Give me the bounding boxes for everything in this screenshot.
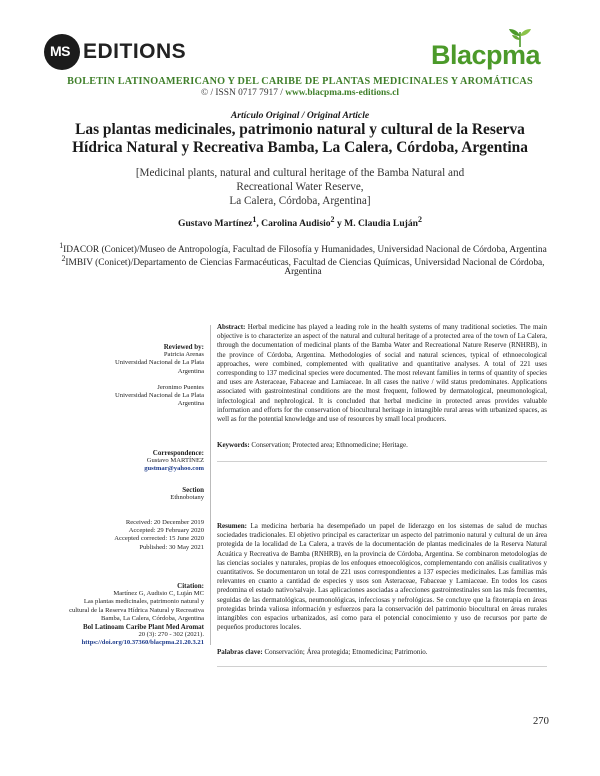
reviewer-name: Patricia Arenas [163, 351, 204, 359]
palabras-clave-line [217, 648, 547, 657]
palabras-clave-text: Conservación; Área protegida; Etnomedicina; Patrimonio. [264, 648, 428, 656]
affiliation-text: IDACOR (Conicet)/Museo de Antropología, Facultad de Filosofía y Humanidades, Universidad Nacional de Córdoba, Argentina [63, 245, 547, 256]
subtitle-line-1: [Medicinal plants, natural and cultural heritage of the Bamba Natural and Recreational Water Reserve, [135, 167, 465, 193]
correspondence-label: Correspondence: [152, 449, 204, 457]
published-date: Published: 30 May 2021 [139, 543, 204, 551]
citation-label: Citation: [177, 582, 204, 590]
keywords-line [217, 441, 547, 450]
accepted-date: Accepted: 29 February 2020 [128, 527, 204, 535]
reviewer-country: Argentina [177, 367, 204, 375]
dates-block [22, 519, 204, 552]
resumen-divider [217, 666, 547, 667]
resumen-text: La medicina herbaria ha desempeñado un papel de liderazgo en los sistemas de salud de muchas sociedades tradicionales. El objetivo principal es caracterizar un aspecto del patrimonio natural y cultural de un área protegida de la localidad de La Calera, a través de la documentación de plantas medicinales de la Reserva Natural Acuática y Recreativa de Bamba (RNHRB), en la provincia de Córdoba, Argentina. Se combinaron metodologías de las ciencias sociales y naturales, propias de los enfoques etnoecológicos, complementando con análisis cualitativos y cuantitativos. Se documentaron un total de 221 usos correspondientes a 137 especies medicinales. Las familias más relevantes en cuanto a cantidad de especies y usos son Asteraceae, Fabaceae y Lamiaceae. En todos los casos predomina el estado nativo/salvaje. Las aplicaciones asociadas a afecciones gastrointestinales son las más frecuentes, seguidas de las dermatológicas, neumonológicas, infecciosas y nefrológicas. Se concluye que la fitoterapia en áreas protegidas brinda valiosa información y esfuerzos para la conservación del patrimonio biocultural en áreas rurales intangibles con espacios urbanizados, así como para el potencial conocimiento y uso de recursos por parte de pequeños productores locales. [217, 522, 547, 632]
authors-line [0, 215, 600, 229]
accepted-corrected-date: Accepted corrected: 15 June 2020 [114, 535, 204, 543]
citation-line: cultural de la Reserva Hídrica Natural y Recreativa [69, 606, 204, 614]
affiliation-sup: 1 [59, 241, 64, 250]
article-type: Artículo Original / Original Article [230, 110, 370, 121]
abstract-divider [217, 461, 547, 462]
abstract-text: Herbal medicine has played a leading role in the health systems of many traditional societies. The main objective is to characterize an aspect of the natural and cultural heritage of a protected area of the town of La Calera, through the documentation of medicinal plants of the Bamba Water and Recreational Nature Reserve (RNHRB), in the province of Córdoba, Argentina. Methodologies of social and natural sciences, typical of ethnoecological approaches, were combined, complemented with qualitative and quantitative analyses. A total of 221 uses corresponding to 137 medicinal species were documented. The most relevant families in terms of quantity of species and uses are Asteraceae, Fabaceae and Lamiaceae. In all cases the native / wild status predominates. Applications associated with gastrointestinal conditions are the most frequent, followed by dermatological, pneumonological, infectological and nephrological. It is concluded that herbal medicine in protected areas provides valuable information and efforts for the conservation of biocultural heritage in intangible rural areas with urbanized spaces, as well as for the potential knowledge and use of resources by small local producers. [217, 323, 548, 424]
citation-line: Martínez G, Audisio C, Luján MC [113, 590, 204, 598]
keywords-label: Keywords: [217, 441, 250, 449]
citation-block [22, 582, 204, 648]
reviewers-block [22, 343, 204, 408]
resumen-paragraph [217, 522, 547, 632]
keywords-text: Conservation; Protected area; Ethnomedicine; Heritage. [251, 441, 408, 449]
author-separator: y [334, 218, 345, 230]
author-separator: , [256, 218, 262, 230]
blacpma-logo-text: Blacpma [431, 40, 541, 70]
citation-journal: Bol Latinoam Caribe Plant Med Aromat [82, 623, 204, 632]
reviewed-label: Reviewed by: [163, 343, 204, 351]
reviewer-affiliation: Universidad Nacional de La Plata [115, 359, 204, 367]
abstract-label: Abstract: [217, 323, 246, 331]
section-block [22, 486, 204, 502]
palabras-clave-label: Palabras clave: [217, 648, 263, 656]
issn-text: © / ISSN 0717 7917 / [200, 88, 286, 98]
reviewer-name: Jeronimo Puentes [157, 383, 204, 391]
author-sup: 2 [330, 215, 335, 224]
article-title [70, 121, 530, 157]
title-line-2: Hídrica Natural y Recreativa Bamba, La Calera, Córdoba, Argentina [72, 139, 528, 156]
author-name: Gustavo Martínez [178, 218, 253, 230]
resumen-label: Resumen: [217, 522, 247, 530]
affiliation-sup: 2 [61, 254, 66, 263]
citation-doi-link[interactable]: https://doi.org/10.37360/blacpma.21.20.3.21 [81, 639, 204, 647]
affiliation-2-cont: Argentina [284, 267, 322, 277]
subtitle-line-2: La Calera, Córdoba, Argentina] [229, 195, 371, 207]
column-divider [210, 325, 211, 645]
abstract-paragraph [217, 323, 547, 424]
title-line-1: Las plantas medicinales, patrimonio natural y cultural de la Reserva [75, 121, 525, 138]
citation-line: Las plantas medicinales, patrimonio natural y [83, 598, 204, 606]
section-value: Ethnobotany [170, 494, 204, 502]
journal-url-link[interactable]: www.blacpma.ms-editions.cl [285, 88, 400, 98]
citation-line: Bamba, La Calera, Córdoba, Argentina [101, 614, 204, 622]
correspondence-name: Gustavo MARTÍNEZ [146, 457, 204, 465]
correspondence-email-link[interactable]: gustmar@yahoo.com [144, 465, 204, 473]
author-name: M. Claudia Luján [344, 218, 418, 230]
journal-name: BOLETIN LATINOAMERICANO Y DEL CARIBE DE PLANTAS MEDICINALES Y AROMÁTICAS [67, 76, 533, 87]
author-sup: 2 [417, 215, 422, 224]
citation-volume: 20 (3): 270 - 302 (2021). [138, 631, 204, 639]
ms-logo-text: MS [50, 43, 70, 59]
received-date: Received: 20 December 2019 [125, 519, 204, 526]
issn-line [0, 88, 600, 98]
section-label: Section [182, 486, 204, 494]
affiliation-text: IMBIV (Conicet)/Departamento de Ciencias Farmacéuticas, Facultad de Ciencias Químicas, Universidad Nacional de Córdoba, [65, 258, 545, 269]
editions-logo-text: EDITIONS [83, 40, 187, 63]
article-subtitle [110, 166, 490, 208]
author-name: Carolina Audisio [261, 218, 331, 230]
reviewer-country: Argentina [177, 400, 204, 408]
author-sup: 1 [252, 215, 257, 224]
page-number: 270 [533, 716, 549, 727]
correspondence-block [22, 449, 204, 474]
reviewer-affiliation: Universidad Nacional de La Plata [115, 392, 204, 400]
